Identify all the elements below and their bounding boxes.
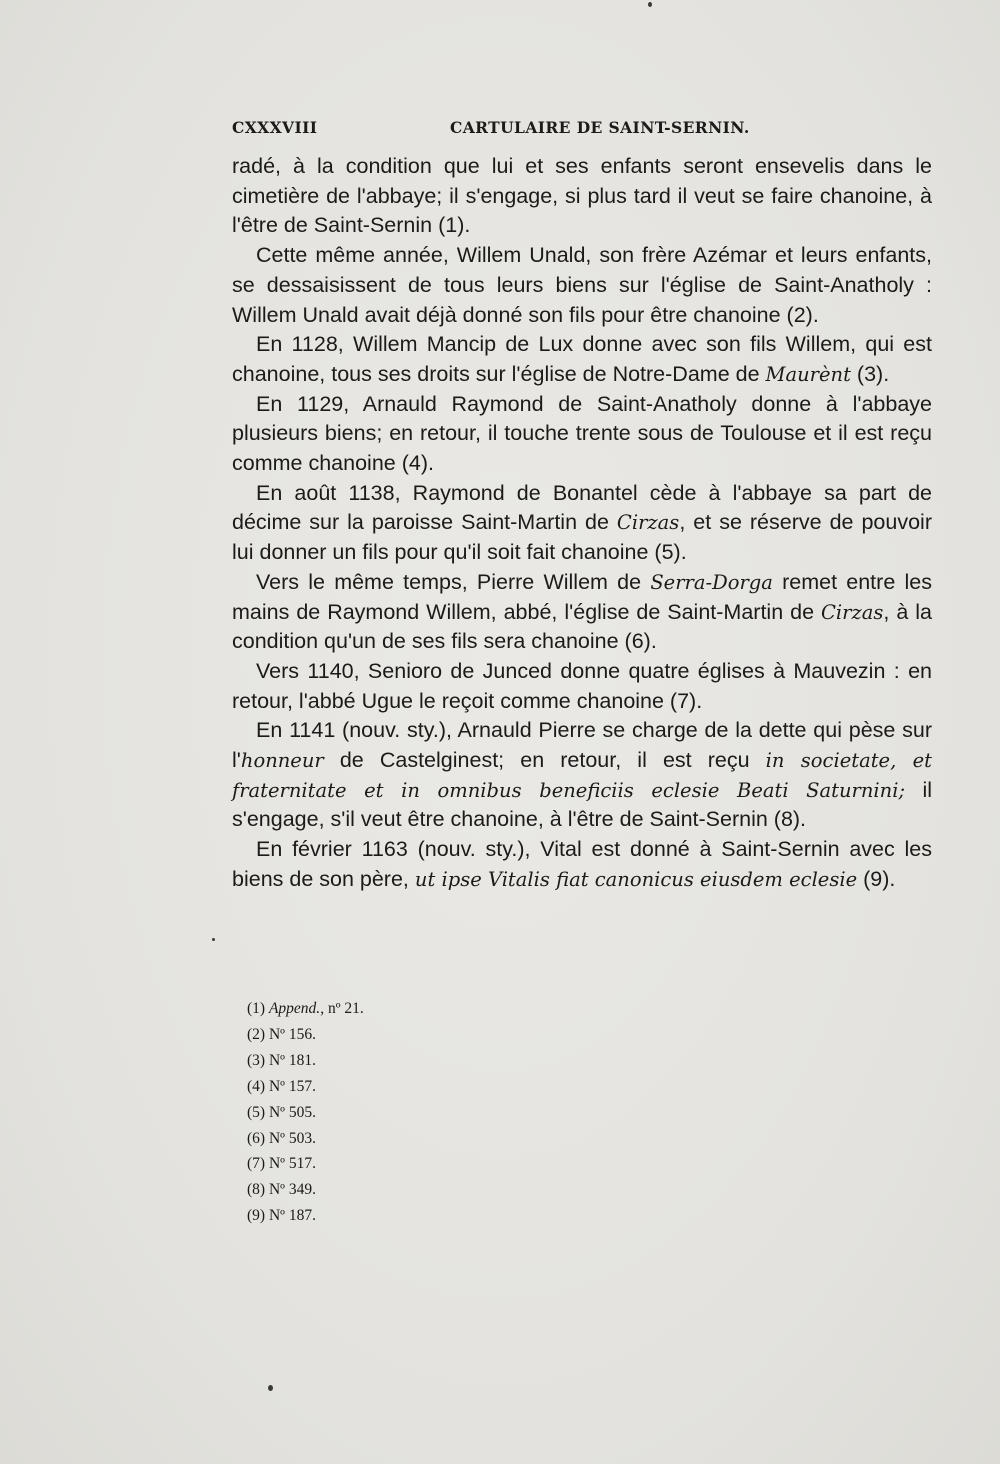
paragraph-9-text-end: (9). xyxy=(857,866,896,891)
ink-speck xyxy=(268,1385,273,1391)
footnote-1-marker: (1) xyxy=(247,1000,269,1017)
paragraph-9-italic: ut ipse Vitalis fiat canonicus eiusdem eclesie xyxy=(414,867,858,891)
page-header xyxy=(232,118,932,142)
paragraph-8-italic-2: in societate, et fraternitate et in omnibus beneficiis eclesie Beati Saturnini; xyxy=(232,749,932,802)
paragraph-8-text-end: il s'engage, s'il veut être chanoine, à l'être de Saint-Sernin (8). xyxy=(232,777,932,832)
footnote-9: (9) Nº 187. xyxy=(247,1207,316,1225)
paragraph-1-text: radé, à la condition que lui et ses enfants seront ensevelis dans le cimetière de l'abbaye; il s'engage, si plus tard il veut se faire chanoine, à l'être de Saint-Sernin (1). xyxy=(232,154,932,238)
paragraph-4 xyxy=(232,390,932,479)
paragraph-3-text-end: (3). xyxy=(850,361,890,386)
footnote-1-italic: Append. xyxy=(268,1000,321,1017)
footnote-6: (6) Nº 503. xyxy=(247,1129,316,1147)
paragraph-6-italic-1: Serra-Dorga xyxy=(650,570,773,594)
paragraph-4-text: En 1129, Arnauld Raymond de Saint-Anatholy donne à l'abbaye plusieurs biens; en retour, il touche trente sous de Toulouse et il est reçu comme chanoine (4). xyxy=(232,391,932,476)
paragraph-5-italic: Cirzas xyxy=(616,511,680,535)
paragraph-9-text: En février 1163 (nouv. sty.), Vital est donné à Saint-Sernin avec les biens de son père, xyxy=(232,837,932,891)
paragraph-5-text: En août 1138, Raymond de Bonantel cède à l'abbaye sa part de décime sur la paroisse Saint-Martin de xyxy=(232,480,932,535)
paragraph-7-text: Vers 1140, Senioro de Junced donne quatre églises à Mauvezin : en retour, l'abbé Ugue le reçoit comme chanoine (7). xyxy=(232,658,932,713)
paragraph-8-text-mid: de Castelginest; en retour, il est reçu xyxy=(323,748,766,773)
footnote-3: (3) Nº 181. xyxy=(247,1051,316,1069)
main-text xyxy=(232,152,932,895)
footnote-2: (2) Nº 156. xyxy=(247,1025,316,1043)
footnotes xyxy=(247,996,547,1229)
footnote-7: (7) Nº 517. xyxy=(247,1155,316,1173)
paragraph-6 xyxy=(232,568,932,657)
ink-speck xyxy=(212,938,215,941)
paragraph-2-text: Cette même année, Willem Unald, son frère Azémar et leurs enfants, se dessaisissent de tous leurs biens sur l'église de Saint-Anatholy : Willem Unald avait déjà donné son fils pour être chanoine (2). xyxy=(232,243,932,327)
paragraph-8 xyxy=(232,716,932,835)
paragraph-2 xyxy=(232,241,932,330)
paragraph-8-text: En 1141 (nouv. sty.), Arnauld Pierre se charge de la dette qui pèse sur l' xyxy=(232,718,932,773)
footnote-5: (5) Nº 505. xyxy=(247,1103,316,1121)
paragraph-3 xyxy=(232,330,932,389)
paragraph-6-text-mid: remet entre les mains de Raymond Willem, abbé, l'église de Saint-Martin de xyxy=(232,569,932,624)
paragraph-3-italic: Maurènt xyxy=(765,362,851,386)
page-number: CXXXVIII xyxy=(232,118,318,137)
footnote-8: (8) Nº 349. xyxy=(247,1181,316,1199)
paragraph-3-text: En 1128, Willem Mancip de Lux donne avec son fils Willem, qui est chanoine, tous ses droits sur l'église de Notre-Dame de xyxy=(232,332,932,386)
paragraph-6-italic-2: Cirzas xyxy=(821,600,884,624)
footnote-1-ref: , nº 21. xyxy=(320,1000,364,1017)
paragraph-5 xyxy=(232,479,932,568)
footnote-4: (4) Nº 157. xyxy=(247,1077,316,1095)
paragraph-1 xyxy=(232,152,932,241)
ink-speck xyxy=(648,2,652,7)
footnote-1 xyxy=(247,996,547,1022)
paragraph-6-text-end: , à la condition qu'un de ses fils sera chanoine (6). xyxy=(232,599,932,654)
paragraph-5-text-end: , et se réserve de pouvoir lui donner un fils pour qu'il soit fait chanoine (5). xyxy=(232,510,932,565)
paragraph-7 xyxy=(232,657,932,716)
paragraph-9 xyxy=(232,835,932,894)
paragraph-8-italic-1: honneur xyxy=(240,749,324,773)
paragraph-6-text: Vers le même temps, Pierre Willem de xyxy=(256,569,651,594)
running-title: CARTULAIRE DE SAINT-SERNIN. xyxy=(450,118,750,137)
